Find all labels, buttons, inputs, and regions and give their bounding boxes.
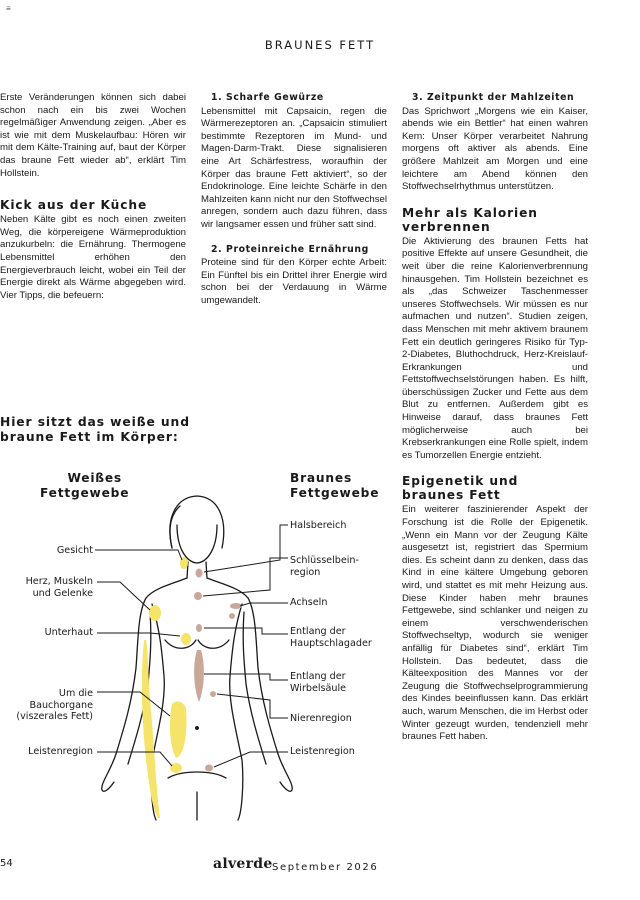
white-fat-zones: [142, 557, 191, 818]
white-zone-arm: [149, 605, 161, 621]
epigenetik-paragraph: Ein weiterer faszinierender Aspekt der Forschung ist die Rolle der Epigenetik. „Wenn ein Mann vor der Zeugung Kälte ausgesetzt ist, registriert das Spermium dies. Es scheint dann zu denken, dass das Kind in eine kältere Umgebung geboren wird, und stattet es mit mehr Heizung aus. Diese Kinder haben mehr braunes Fettgewebe, sind schlanker und neigen zu einem verschwenderischen Stoffwechseltyp, wodurch sie weniger anfällig für Diabetes sind“, erklärt Tim Hollstein. Das bedeutet, dass die Kälteexposition des Mannes vor der Zeugung die Stoffwechselprogrammierung des Kindes beeinflussen kann. Das erklärt auch, warum Menschen, die im Herbst oder Winter gezeugt wurden, tendenziell mehr braunes Fett haben.: [402, 504, 588, 743]
brown-zone-spine: [194, 650, 204, 702]
issue-date: September 2026: [272, 862, 379, 873]
brown-zone-clavicle: [194, 592, 202, 600]
white-fat-heading: Weißes Fettgewebe: [40, 471, 130, 500]
tip-3-paragraph: Das Sprichwort „Morgens wie ein Kaiser, abends wie ein Bettler“ hat einen wahren Kern: Unser Körper verarbeitet Nahrung morgens oft aktiver als abends. Eine größere Mahlzeit am Morgen und eine leichtere am Abend können den Stoffwechselrhythmus unterstützen.: [402, 105, 588, 193]
brown-zone-kidney: [210, 691, 216, 697]
label-groin-white: Leistenregion: [28, 746, 93, 757]
label-face: Gesicht: [56, 545, 93, 556]
kick-heading: Kick aus der Küche: [0, 198, 148, 213]
page-number: 54: [0, 858, 13, 869]
kalorien-heading: Mehr als Kalorien verbrennen: [402, 205, 538, 234]
label-subcutaneous: Unterhaut: [44, 627, 93, 638]
label-armpits: Achseln: [290, 597, 328, 608]
label-clavicle: Schlüsselbein- region: [290, 555, 359, 578]
brand-logo: alverde: [213, 856, 273, 872]
white-zone-heart: [181, 633, 191, 645]
kick-paragraph: Neben Kälte gibt es noch einen zweiten Weg, die körpereigene Wärmeproduktion anzukurbeln: die Ernährung. Thermogene Lebensmittel erhöhen den Energieverbrauch leicht, wobei ein Teil der Energie direkt als Wärme abgegeben wird. Vier Tipps, die befeuern:: [0, 214, 186, 301]
white-zone-subcutaneous: [142, 640, 160, 818]
tip-2-heading: 2. Proteinreiche Ernährung: [211, 243, 369, 255]
diagram-title: Hier sitzt das weiße und braune Fett im Körper:: [0, 415, 190, 444]
corner-mark: ≡: [6, 4, 11, 13]
epigenetik-heading: Epigenetik und braunes Fett: [402, 474, 519, 503]
label-spine: Entlang der Wirbelsäule: [290, 671, 347, 694]
brown-zone-groin: [205, 765, 213, 772]
tip-1-paragraph: Lebensmittel mit Capsaicin, regen die Wärmerezeptoren an. „Capsaicin stimuliert bestimmte Rezeptoren im Mund- und Magen-Darm-Trakt. Diese signalisieren eine Art Schärfestress, woraufhin der Körper das braune Fett aktiviert“, so der Endokrinologe. Eine leichte Schärfe in den Mahlzeiten kann nicht nur den Stoffwechsel anregen, sondern auch dazu führen, dass wir langsamer essen und früher satt sind.: [201, 105, 387, 230]
label-visceral: Um die Bauchorgane (viszerales Fett): [16, 688, 93, 723]
tip-1-heading: 1. Scharfe Gewürze: [211, 92, 324, 103]
brown-fat-heading: Braunes Fettgewebe: [290, 471, 380, 500]
label-neck: Halsbereich: [290, 520, 347, 531]
tip-3-heading: 3. Zeitpunkt der Mahlzeiten: [412, 92, 575, 103]
brown-zone-neck: [196, 569, 203, 578]
brown-zone-aorta: [196, 624, 202, 632]
label-heart-muscles: Herz, Muskeln und Gelenke: [25, 576, 93, 599]
intro-paragraph: Erste Veränderungen können sich dabei schon nach ein bis zwei Wochen regelmäßiger Anwendung zeigen. „Aber es ist wie mit dem Muskelaufbau: Hören wir mit dem Kälte-Training auf, baut der Körper das braune Fett wieder ab“, erklärt Tim Hollstein.: [0, 92, 186, 179]
brown-zone-armpit: [229, 613, 235, 619]
kalorien-paragraph: Die Aktivierung des braunen Fetts hat positive Effekte auf unsere Gesundheit, die weit über die reine Kalorienverbrennung hinausgehen. Tim Hollstein bezeichnet es als „das Schweizer Taschenmesser unseres Stoffwechsels. Wir müssen es nur aufmachen und nutzen“. Studien zeigen, dass Menschen mit mehr aktivem braunem Fett ein deutlich geringeres Risiko für Typ-2-Diabetes, Bluthochdruck, Herz-Kreislauf-Erkrankungen und Fettstoffwechselstörungen haben. Es hilft, überschüssigen Zucker und Fette aus dem Blut zu entfernen. Außerdem gibt es Hinweise darauf, dass braunes Fett möglicherweise auch bei Krebserkrankungen eine Rolle spielt, indem es Tumorzellen Energie entzieht.: [402, 235, 588, 461]
white-zone-groin: [170, 763, 182, 773]
white-zone-visceral: [170, 701, 187, 758]
page-header: BRAUNES FETT: [264, 38, 376, 52]
brown-fat-zones: [194, 569, 242, 772]
label-kidney: Nierenregion: [290, 713, 352, 724]
label-aorta: Entlang der Hauptschlagader: [290, 626, 372, 649]
label-groin-brown: Leistenregion: [290, 746, 355, 757]
tip-2-paragraph: Proteine sind für den Körper echte Arbeit: Ein Fünftel bis ein Drittel ihrer Energie wird schon bei der Verdauung in Wärme umgewandelt.: [201, 257, 387, 306]
